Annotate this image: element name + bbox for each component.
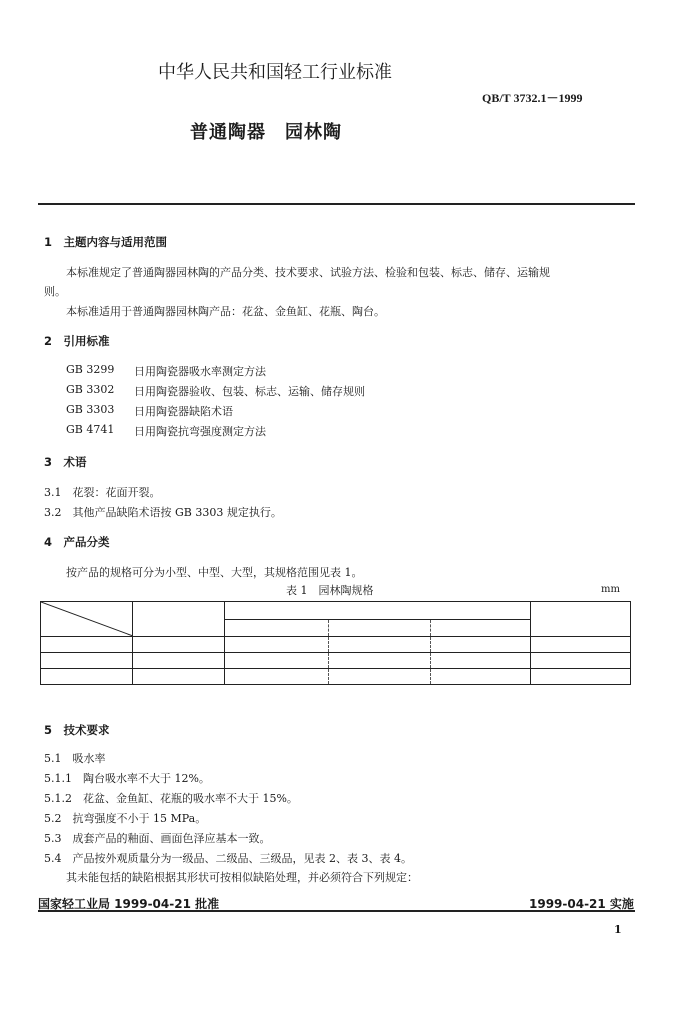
corner-diagonal (41, 602, 133, 636)
cell (531, 669, 631, 685)
table-row (41, 637, 631, 653)
clause-5-4-cont: 其未能包括的缺陷根据其形状可按相似缺陷处理，并必须符合下列规定： (66, 871, 418, 884)
cell (133, 653, 225, 669)
table-row (41, 653, 631, 669)
cell (329, 653, 431, 669)
cell (431, 637, 531, 653)
col-header (531, 619, 631, 637)
col-header (531, 602, 631, 620)
col-header (133, 602, 225, 620)
clause-5-1-2: 5.1.2 花盆、金鱼缸、花瓶的吸水率不大于 15%。 (44, 792, 298, 805)
cell (431, 653, 531, 669)
section-1-heading: 1 主题内容与适用范围 (44, 235, 168, 249)
ref-code: GB 3302 (66, 383, 115, 396)
col-header (329, 619, 431, 637)
section-5-heading: 5 技术要求 (44, 723, 110, 737)
section-3-heading: 3 术语 (44, 455, 87, 469)
term-3-1: 3.1 花裂：花面开裂。 (44, 486, 161, 499)
col-header (225, 619, 329, 637)
table-1-unit: mm (601, 584, 620, 595)
page-number: 1 (614, 923, 622, 936)
section-1-paragraph-2: 本标准适用于普通陶器园林陶产品：花盆、金鱼缸、花瓶、陶台。 (66, 305, 385, 318)
cell (225, 637, 329, 653)
row-name (41, 669, 133, 685)
table-row (41, 669, 631, 685)
cell (225, 653, 329, 669)
cell (431, 669, 531, 685)
document-title: 普通陶器 园林陶 (190, 122, 342, 143)
clause-5-3: 5.3 成套产品的釉面、画面色泽应基本一致。 (44, 832, 271, 845)
standard-number: QB/T 3732.1－1999 (482, 91, 583, 105)
section-4-paragraph: 按产品的规格可分为小型、中型、大型，其规格范围见表 1。 (66, 566, 363, 579)
col-header (431, 619, 531, 637)
cell (133, 637, 225, 653)
clause-5-4: 5.4 产品按外观质量分为一级品、二级品、三级品，见表 2、表 3、表 4。 (44, 852, 412, 865)
col-header (133, 619, 225, 637)
col-group-header (225, 602, 531, 620)
row-name (41, 637, 133, 653)
table-1-caption: 表 1 园林陶规格 (286, 584, 374, 597)
org-title: 中华人民共和国轻工行业标准 (158, 62, 392, 83)
clause-5-1: 5.1 吸水率 (44, 752, 106, 765)
cell (531, 653, 631, 669)
row-name (41, 653, 133, 669)
cell (329, 637, 431, 653)
cell (329, 669, 431, 685)
ref-title: 日用陶瓷抗弯强度测定方法 (134, 425, 266, 438)
header-rule (38, 203, 635, 205)
section-1-paragraph-1-cont: 则。 (44, 285, 66, 298)
ref-code: GB 4741 (66, 423, 115, 436)
ref-code: GB 3303 (66, 403, 115, 416)
table-corner-cell (41, 602, 133, 637)
cell (531, 637, 631, 653)
section-2-heading: 2 引用标准 (44, 334, 110, 348)
term-3-2: 3.2 其他产品缺陷术语按 GB 3303 规定执行。 (44, 506, 282, 519)
ref-title: 日用陶瓷器吸水率测定方法 (134, 365, 266, 378)
approval-line: 国家轻工业局 1999-04-21 批准 (38, 897, 220, 911)
table-1 (40, 601, 631, 685)
ref-title: 日用陶瓷器验收、包装、标志、运输、储存规则 (134, 385, 365, 398)
clause-5-1-1: 5.1.1 陶台吸水率不大于 12%。 (44, 772, 210, 785)
cell (133, 669, 225, 685)
clause-5-2: 5.2 抗弯强度不小于 15 MPa。 (44, 812, 207, 825)
ref-code: GB 3299 (66, 363, 115, 376)
ref-title: 日用陶瓷器缺陷术语 (134, 405, 233, 418)
effective-date: 1999-04-21 实施 (529, 897, 634, 911)
section-4-heading: 4 产品分类 (44, 535, 110, 549)
section-1-paragraph-1: 本标准规定了普通陶器园林陶的产品分类、技术要求、试验方法、检验和包装、标志、储存、运输规 (66, 266, 550, 279)
cell (225, 669, 329, 685)
